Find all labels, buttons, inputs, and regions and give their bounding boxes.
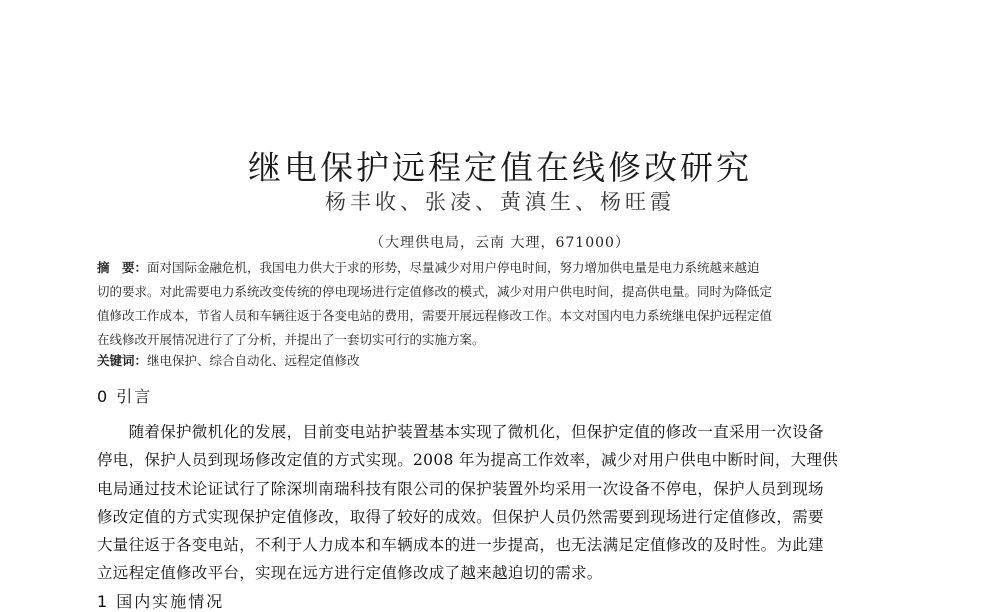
paper-title: 继电保护远程定值在线修改研究: [248, 148, 752, 187]
paragraph-line: 修改定值的方式实现保护定值修改，取得了较好的成效。但保护人员仍然需要到现场进行定值修改，需要: [97, 507, 824, 526]
paragraph-line: 随着保护微机化的发展，目前变电站护装置基本实现了微机化，但保护定值的修改一直采用一次设备: [97, 423, 824, 441]
abstract-line: 切的要求。对此需要电力系统改变传统的停电现场进行定值修改的模式，减少对用户供电时间，提高供电量。同时为降低定: [97, 284, 773, 299]
introduction-paragraph: [97, 418, 912, 588]
paragraph-line: 停电，保护人员到现场修改定值的方式实现。2008 年为提高工作效率，减少对用户供电中断时间，大理供: [97, 451, 839, 470]
keywords-label: 关键词：: [97, 353, 148, 368]
abstract-label: 摘 要：: [97, 260, 148, 275]
author-list: 杨丰收、张凌、黄滇生、杨旺霞: [325, 190, 675, 214]
keywords: [97, 351, 912, 371]
affiliation: （大理供电局，云南 大理，671000）: [370, 235, 630, 251]
paragraph-line: 电局通过技术论证试行了除深圳南瑞科技有限公司的保护装置外均采用一次设备不停电，保护人员到现场: [97, 479, 824, 498]
keywords-text: 继电保护、综合自动化、远程定值修改: [147, 353, 360, 368]
abstract-text: 面对国际金融危机，我国电力供大于求的形势，尽量减少对用户停电时间，努力增加供电量是电力系统越来越迫: [147, 260, 760, 275]
abstract-line: [97, 256, 912, 280]
abstract-line: 值修改工作成本，节省人员和车辆往返于各变电站的费用，需要开展远程修改工作。本文对国内电力系统继电保护远程定值: [97, 308, 773, 323]
section-heading-introduction: 0 引言: [97, 387, 153, 406]
paragraph-line: 大量往返于各变电站，不利于人力成本和车辆成本的进一步提高，也无法满足定值修改的及时性。为此建: [97, 536, 824, 555]
abstract-line: 在线修改开展情况进行了了分析，并提出了一套切实可行的实施方案。: [97, 332, 485, 347]
abstract: [97, 256, 912, 352]
section-heading-domestic: 1 国内实施情况: [97, 592, 225, 611]
paragraph-line: 立远程定值修改平台，实现在远方进行定值修改成了越来越迫切的需求。: [97, 564, 603, 583]
